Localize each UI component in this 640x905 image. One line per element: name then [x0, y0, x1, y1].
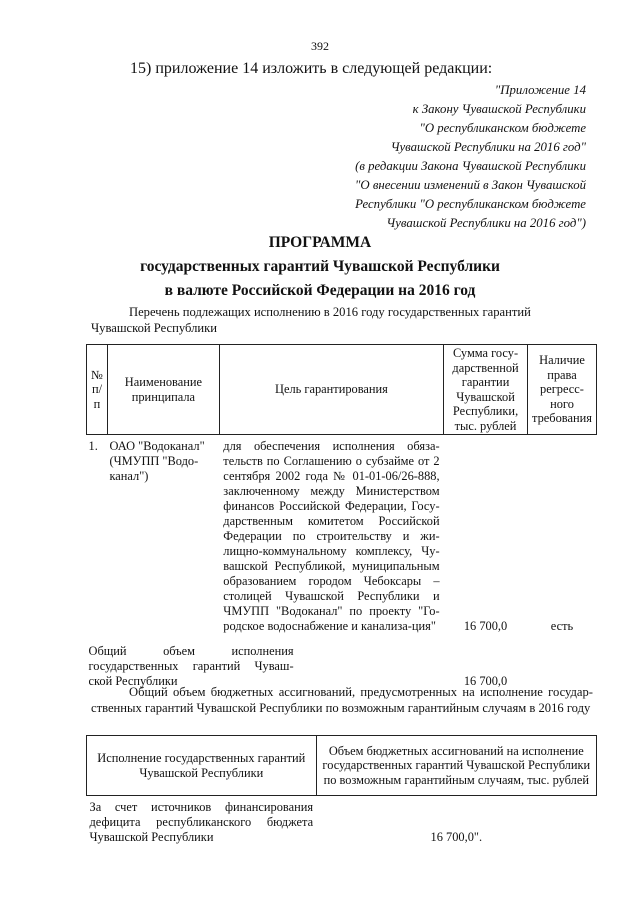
appendix-line: "О республиканском бюджете [419, 121, 586, 135]
program-title [0, 231, 640, 303]
guarantees-table [86, 344, 597, 690]
title-line: в валюте Российской Федерации на 2016 год [164, 282, 476, 299]
row-goal: для обеспечения исполнения обяза-тельств по Соглашению о субзайме от 2 сентября 2002 года № 01-01-06/26-888, заключенному между Министерством финансов Российской Федерации, Госу-дарственным комитетом Российской Федерации по строительству и жи-лищно-коммунальному комплексу, Чу-вашской Республикой, муниципальным образованием городом Чебоксары – столицей Чувашской Республики и ЧМУПП "Водоканал" по проекту "Го-родское водоснабжение и канализа-ция" [223, 439, 440, 633]
appendix-line: к Закону Чувашской Республики [412, 102, 586, 116]
appendix-line: Чувашской Республики на 2016 год" [390, 140, 586, 154]
budget-source: За счет источников финансирования дефицита республиканского бюджета Чувашской Республики [89, 800, 314, 844]
header-volume: Объем бюджетных ассигнований на исполнение государственных гарантий Чувашской Республики по возможным гарантийным случаям, тыс. рублей [316, 736, 596, 796]
appendix-line: "Приложение 14 [494, 83, 586, 97]
appendix-header [300, 81, 586, 233]
total-row [87, 635, 597, 690]
title-line: государственных гарантий Чувашской Республики [140, 258, 500, 275]
row-num: 1. [88, 439, 98, 453]
list-caption-line: Чувашской Республики [91, 321, 217, 335]
appendix-line: Республики "О республиканском бюджете [355, 197, 586, 211]
budget-caption: Общий объем бюджетных ассигнований, предусмотренных на исполнение государ-ственных гарантий Чувашской Республики по возможным гарантийным случаям в 2016 году [91, 685, 593, 715]
header-principal: Наименование принципала [107, 345, 219, 435]
appendix-line: Чувашской Республики на 2016 год") [386, 216, 586, 230]
total-label: Общий объем исполнения государственных гарантий Чуваш-ской Республики [88, 644, 294, 688]
budget-table [86, 735, 597, 846]
row-sum: 16 700,0 [463, 619, 508, 633]
row-recourse: есть [550, 619, 574, 633]
amendment-intro: 15) приложение 14 изложить в следующей редакции: [130, 60, 493, 77]
budget-amount: 16 700,0". [430, 830, 483, 844]
appendix-line: "О внесении изменений в Закон Чувашской [355, 178, 586, 192]
total-sum: 16 700,0 [463, 674, 508, 688]
row-principal: ОАО "Водоканал" (ЧМУПП "Водо-канал") [109, 439, 205, 483]
appendix-line: (в редакции Закона Чувашской Республики [355, 159, 586, 173]
header-num: № п/п [87, 345, 108, 435]
list-caption-line: Перечень подлежащих исполнению в 2016 году государственных гарантий [129, 305, 531, 319]
header-sum: Сумма госу-дарственной гарантии Чувашской Республики, тыс. рублей [444, 345, 528, 435]
table-row [87, 435, 597, 636]
page-number: 392 [311, 39, 329, 53]
header-goal: Цель гарантирования [219, 345, 443, 435]
header-recourse: Наличие права регресс-ного требования [527, 345, 596, 435]
table-row [87, 796, 597, 847]
list-caption [91, 304, 593, 336]
title-line: ПРОГРАММА [268, 234, 372, 251]
header-execution: Исполнение государственных гарантий Чувашской Республики [87, 736, 317, 796]
